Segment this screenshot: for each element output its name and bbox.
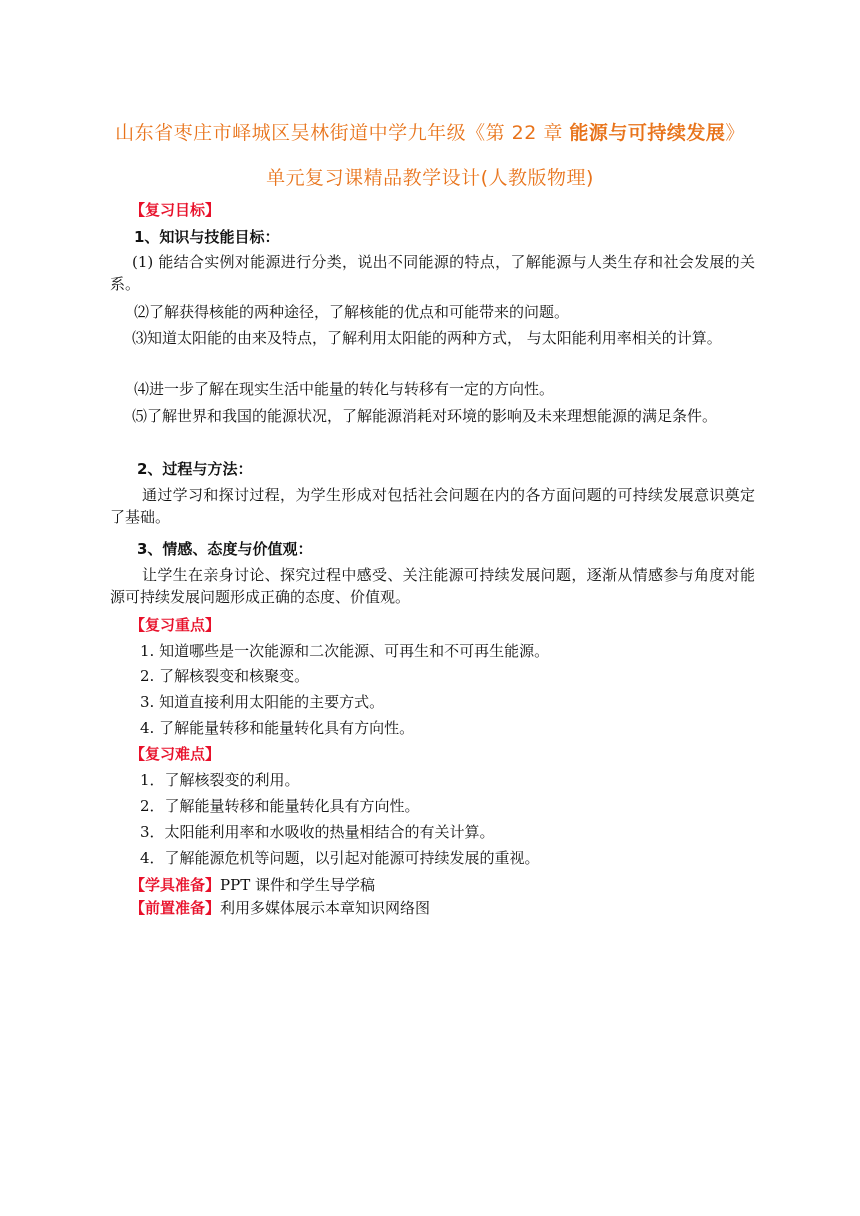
prep-line: [130, 897, 775, 919]
section-header-review-goals: 【复习目标】: [130, 201, 221, 219]
difficulty-item-4: 4．了解能源危机等问题，以引起对能源可持续发展的重视。: [140, 849, 540, 867]
subsection-knowledge-skills: 1、知识与技能目标：: [134, 228, 280, 246]
key-point-item-4: 4. 了解能量转移和能量转化具有方向性。: [140, 719, 415, 737]
key-point-item-2: 2. 了解核裂变和核聚变。: [140, 667, 310, 685]
document-title-line-1: [40, 118, 820, 145]
section-header-difficulties: 【复习难点】: [130, 745, 221, 763]
title-suffix: 》: [725, 122, 745, 144]
title-prefix: 山东省枣庄市峄城区吴林街道中学九年级《第 22 章: [115, 122, 570, 144]
goal-item-5: ⑸了解世界和我国的能源状况，了解能源消耗对环境的影响及未来理想能源的满足条件。: [132, 407, 718, 425]
difficulty-item-2: 2．了解能量转移和能量转化具有方向性。: [140, 797, 420, 815]
goal-item-4: ⑷进一步了解在现实生活中能量的转化与转移有一定的方向性。: [134, 380, 555, 398]
section-header-tools: 【学具准备】: [130, 876, 221, 894]
goal-item-1: (1) 能结合实例对能源进行分类，说出不同能源的特点，了解能源与人类生存和社会发展的关系。: [110, 253, 755, 293]
subsection-process-method: 2、过程与方法：: [137, 460, 253, 478]
section-header-key-points: 【复习重点】: [130, 616, 221, 634]
prep-text: 利用多媒体展示本章知识网络图: [220, 899, 431, 917]
process-method-text: 通过学习和探讨过程，为学生形成对包括社会问题在内的各方面问题的可持续发展意识奠定了基础。: [110, 486, 755, 526]
document-title-line-2: 单元复习课精品教学设计(人教版物理): [266, 167, 594, 189]
tools-line: [130, 874, 775, 896]
difficulty-item-1: 1．了解核裂变的利用。: [140, 771, 300, 789]
goal-item-3: ⑶知道太阳能的由来及特点，了解利用太阳能的两种方式， 与太阳能利用率相关的计算。: [132, 329, 722, 347]
section-header-prep: 【前置准备】: [130, 899, 221, 917]
goal-item-2: ⑵了解获得核能的两种途径，了解核能的优点和可能带来的问题。: [134, 303, 570, 321]
key-point-item-3: 3. 知道直接利用太阳能的主要方式。: [140, 693, 385, 711]
emotion-values-text: 让学生在亲身讨论、探究过程中感受、关注能源可持续发展问题，逐渐从情感参与角度对能源可持续发展问题形成正确的态度、价值观。: [110, 566, 755, 606]
difficulty-item-3: 3．太阳能利用率和水吸收的热量相结合的有关计算。: [140, 823, 495, 841]
tools-text: PPT 课件和学生导学稿: [220, 876, 375, 894]
subsection-emotion-values: 3、情感、态度与价值观：: [137, 540, 313, 558]
key-point-item-1: 1. 知道哪些是一次能源和二次能源、可再生和不可再生能源。: [140, 642, 550, 660]
title-bold-topic: 能源与可持续发展: [569, 122, 726, 144]
